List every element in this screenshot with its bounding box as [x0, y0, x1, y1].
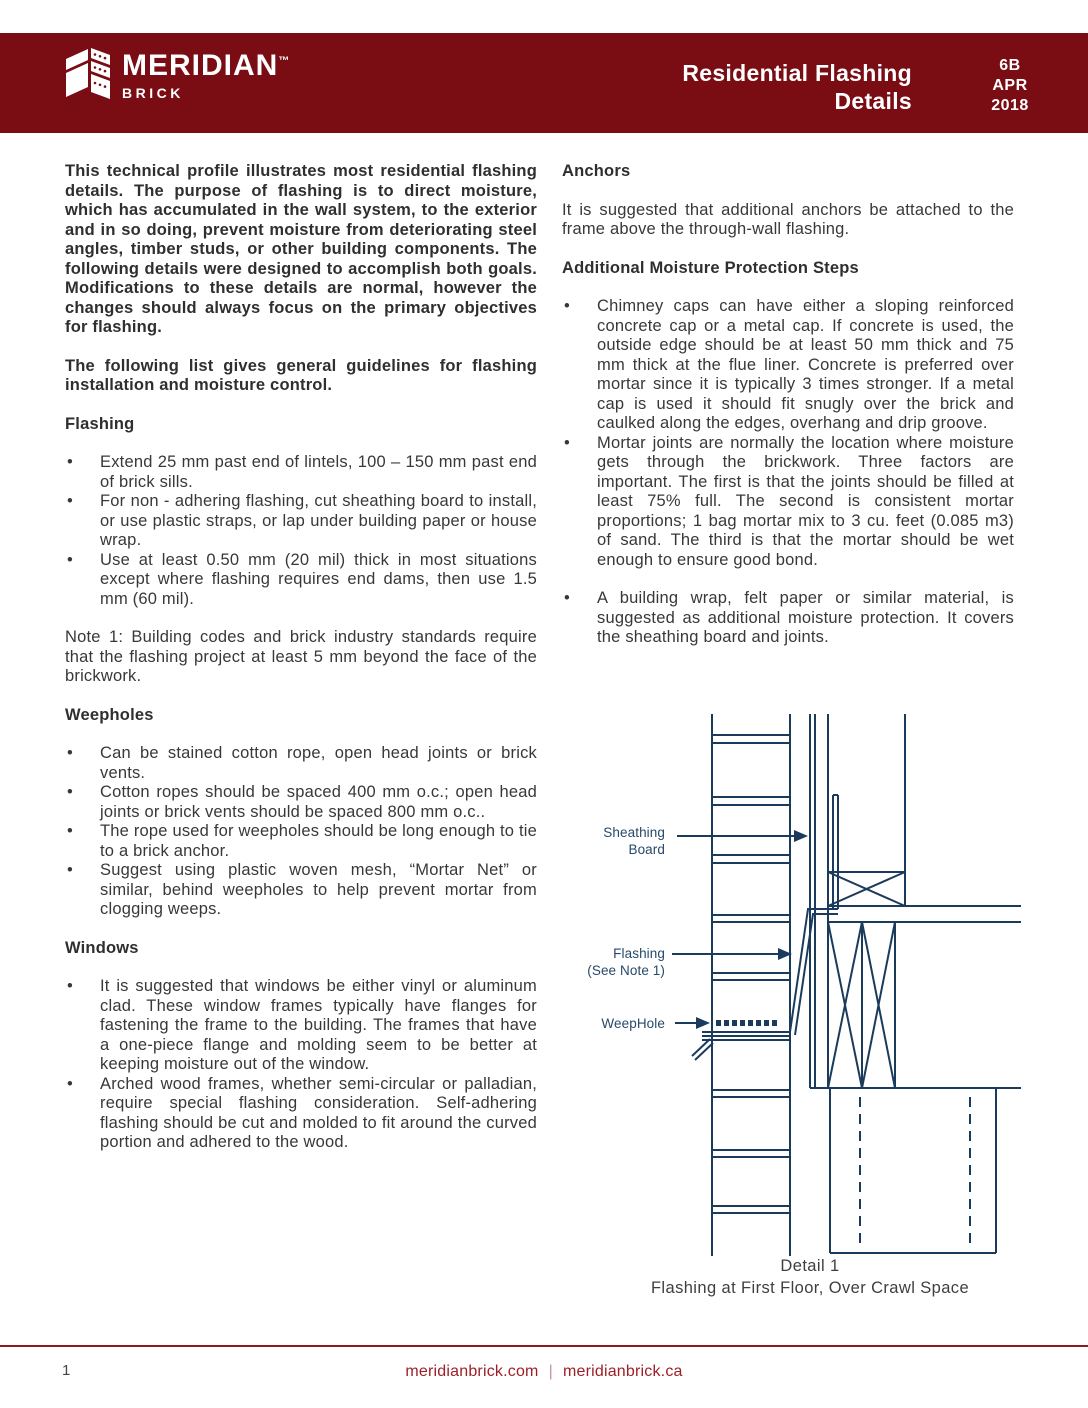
- right-column: [562, 162, 1014, 667]
- page-number: 1: [62, 1362, 71, 1379]
- brand-logo: [64, 43, 290, 110]
- header-band: [0, 33, 1088, 133]
- document-title-line1: Residential Flashing: [682, 60, 912, 86]
- bullet-text: Chimney caps can have either a sloping reinforced concrete cap or a metal cap. If concrete is used, the outside edge should be at least 50 mm thick and 75 mm thick at the flue liner. Concrete is preferred over mortar since it is typically 3 times stronger. If a metal cap is used it should fit snugly over the brick and caulked along the edges, overhang and drip groove.: [597, 297, 1014, 432]
- document-title: [682, 59, 912, 115]
- bullet-item: [65, 551, 537, 610]
- bullet-text: A building wrap, felt paper or similar material, is suggested as additional moisture protection. It covers the sheathing board and joints.: [597, 589, 1014, 646]
- brand-wordmark: [122, 43, 290, 101]
- bullet-marker: •: [67, 550, 73, 569]
- bullet-text: Can be stained cotton rope, open head joints or brick vents.: [100, 744, 537, 782]
- label-flashing: [580, 945, 665, 979]
- footer-link-ca[interactable]: meridianbrick.ca: [562, 1363, 683, 1380]
- paragraph: This technical profile illustrates most residential flashing details. The purpose of flashing is to direct moisture, which has accumulated in the wall system, to the exterior and in so doing, prevent moisture from deteriorating steel angles, timber studs, or other building components. The following details were designed to accomplish both goals. Modifications to these details are normal, however the changes should always focus on the primary objectives for flashing.: [65, 162, 537, 336]
- bullet-item: [65, 1075, 537, 1153]
- bullet-list: [562, 297, 1014, 570]
- bullet-marker: •: [564, 589, 570, 607]
- label-flashing-line2: (See Note 1): [587, 963, 665, 978]
- bullet-marker: •: [67, 783, 73, 801]
- diagram-caption: [580, 1255, 1040, 1299]
- bullet-text: Mortar joints are normally the location where moisture gets through the brickwork. Three factors are important. The first is that the joints should be filled at least 75% full. The second is consistent mortar proportions; 1 bag mortar mix to 3 cu. feet (0.085 m3) of sand. The third is that the mortar should be wet enough to ensure good bond.: [597, 433, 1014, 569]
- bullet-marker: •: [564, 297, 570, 315]
- doc-year: 2018: [991, 97, 1029, 114]
- diagram-lines: [672, 714, 1021, 1256]
- section-heading: Anchors: [562, 162, 631, 180]
- bullet-text: For non - adhering flashing, cut sheathing board to install, or use plastic straps, or lap under building paper or house wrap.: [100, 492, 537, 549]
- label-flashing-line1: Flashing: [613, 946, 665, 961]
- bullet-item: [65, 977, 537, 1075]
- bullet-marker: •: [67, 744, 73, 762]
- bullet-marker: •: [67, 861, 73, 879]
- bullet-text: Use at least 0.50 mm (20 mil) thick in most situations except where flashing requires end dams, then use 1.5 mm (60 mil).: [100, 550, 537, 608]
- doc-month: APR: [992, 77, 1028, 94]
- bullet-item: [65, 492, 537, 551]
- diagram-caption-subtitle: Flashing at First Floor, Over Crawl Space: [650, 1279, 970, 1297]
- bullet-item: [65, 861, 537, 920]
- footer-links: [0, 1363, 1088, 1381]
- label-sheathing-board: [580, 824, 665, 858]
- bullet-text: Cotton ropes should be spaced 400 mm o.c.; open head joints or brick vents should be spaced 800 mm o.c..: [100, 783, 537, 821]
- bullet-text: Suggest using plastic woven mesh, “Mortar Net” or similar, behind weepholes to help prevent mortar from clogging weeps.: [100, 861, 537, 918]
- detail-diagram: [580, 705, 1040, 1317]
- section-heading: Weepholes: [65, 705, 154, 724]
- bullet-marker: •: [67, 492, 73, 510]
- bullet-list: [65, 744, 537, 920]
- bullet-item: [65, 453, 537, 492]
- label-sheathing-line1: Sheathing: [603, 825, 665, 840]
- doc-code: 6B: [999, 57, 1021, 74]
- brand-subname: BRICK: [122, 85, 184, 101]
- bullet-marker: •: [67, 1074, 73, 1093]
- left-column: [65, 162, 537, 1172]
- bullet-marker: •: [67, 822, 73, 840]
- diagram-caption-title: Detail 1: [780, 1257, 840, 1275]
- bullet-item: [562, 434, 1014, 571]
- section-heading: Windows: [65, 938, 139, 957]
- document-code-date: [968, 56, 1052, 116]
- bullet-marker: •: [67, 977, 73, 995]
- paragraph: The following list gives general guidelines for flashing installation and moisture control.: [65, 356, 537, 394]
- trademark-symbol: ™: [278, 55, 291, 67]
- bullet-text: It is suggested that windows be either vinyl or aluminum clad. These window frames typically have flanges for fastening the frame to the building. The frames that have a one-piece flange and molding seem to be better at keeping moisture out of the window.: [100, 977, 537, 1073]
- bullet-list: [65, 453, 537, 609]
- bullet-list: [562, 589, 1014, 648]
- section-heading: Flashing: [65, 414, 135, 433]
- label-sheathing-line2: Board: [628, 842, 665, 857]
- bullet-text: The rope used for weepholes should be long enough to tie to a brick anchor.: [100, 822, 537, 860]
- footer-link-separator: |: [548, 1363, 553, 1380]
- paragraph: It is suggested that additional anchors be attached to the frame above the through-wall flashing.: [562, 200, 1014, 238]
- label-weephole: WeepHole: [601, 1016, 665, 1031]
- footer-link-com[interactable]: meridianbrick.com: [405, 1363, 539, 1380]
- bullet-text: Arched wood frames, whether semi-circular or palladian, require special flashing consideration. Self-adhering flashing should be cut and molded to fit around the curved portion and adhered to the wood.: [100, 1074, 537, 1151]
- bullet-item: [65, 822, 537, 861]
- bullet-item: [562, 589, 1014, 648]
- bullet-list: [65, 977, 537, 1153]
- detail-diagram-drawing: [580, 705, 1040, 1317]
- bullet-item: [65, 744, 537, 783]
- brand-name: MERIDIAN™: [122, 49, 291, 82]
- footer-rule: [0, 1345, 1088, 1347]
- brick-stack-icon: [64, 43, 112, 110]
- bullet-marker: •: [564, 433, 570, 452]
- bullet-item: [562, 297, 1014, 434]
- paragraph: Note 1: Building codes and brick industry standards require that the flashing project at least 5 mm beyond the face of the brickwork.: [65, 628, 537, 685]
- document-title-line2: Details: [834, 88, 912, 114]
- weep-dots: [716, 1020, 777, 1026]
- section-heading: Additional Moisture Protection Steps: [562, 258, 859, 277]
- bullet-item: [65, 783, 537, 822]
- bullet-text: Extend 25 mm past end of lintels, 100 – 150 mm past end of brick sills.: [100, 453, 537, 491]
- bullet-marker: •: [67, 453, 73, 471]
